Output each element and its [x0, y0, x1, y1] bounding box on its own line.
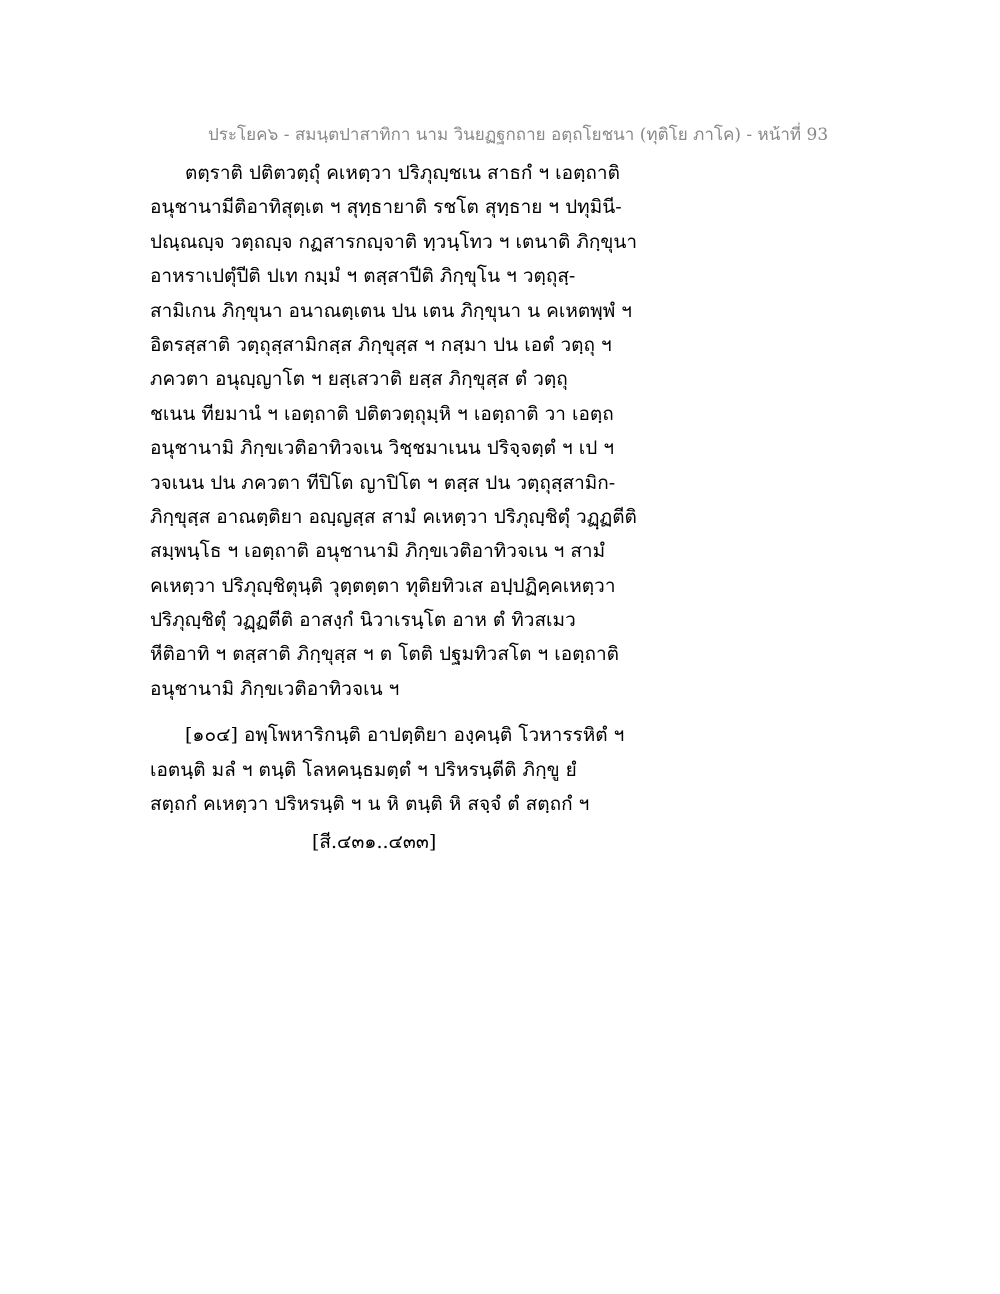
text-line: อนุชานามิ ภิกฺขเวติอาทิวจเน ฯ: [150, 677, 400, 700]
text-line: คเหตฺวา ปริภุญฺชิตุนฺติ วุตฺตตฺตา ทุติยทิวเส อปฺปฏิคฺคเหตฺวา: [150, 574, 616, 597]
text-line: [๑๐๔] อพฺโพหาริกนฺติ อาปตฺติยา องฺคนฺติ โวหารรหิตํ ฯ: [185, 724, 625, 747]
paragraph-2: [150, 718, 640, 821]
text-line: ปริภุญฺชิตุํ วฏฺฏตีติ อาสงฺกํ นิวาเรนฺโต อาห ตํ ทิวสเมว: [150, 609, 576, 632]
text-line: ภิกฺขุสฺส อาณตฺติยา อญฺญสฺส สามํ คเหตฺวา ปริภุญฺชิตุํ วฏฺฏตีติ: [150, 505, 637, 528]
text-line: ปณฺณญฺจ วตฺถญฺจ กฏสารกญฺจาติ ทฺวนฺโทว ฯ เตนาติ ภิกฺขุนา: [150, 230, 638, 253]
text-line: สมฺพนฺโธ ฯ เอตฺถาติ อนุชานามิ ภิกฺขเวติอาทิวจเน ฯ สามํ: [150, 540, 606, 563]
paragraph-1: [150, 156, 640, 706]
text-line: อนุชานามิ ภิกฺขเวติอาทิวจเน วิชฺชมาเนน ปริจฺจตฺตํ ฯ เป ฯ: [150, 437, 615, 460]
text-line: วจเนน ปน ภควตา ทีปิโต ญาปิโต ฯ ตสฺส ปน วตฺถุสฺสามิก-: [150, 471, 616, 494]
text-line: เอตนฺติ มลํ ฯ ตนฺติ โลหคนฺธมตฺตํ ฯ ปริหรนฺตีติ ภิกฺขู ยํ: [150, 758, 577, 781]
text-line: ภควตา อนุญฺญาโต ฯ ยสฺเสวาติ ยสฺส ภิกฺขุสฺส ตํ วตฺถุ: [150, 368, 568, 391]
text-line: ชเนน ทียมานํ ฯ เอตฺถาติ ปติตวตฺถุมฺหิ ฯ เอตฺถาติ วา เอตฺถ: [150, 402, 614, 425]
text-line: อนุชานามีติอาทิสุตฺเต ฯ สุทฺธายาติ รชโต สุทฺธาย ฯ ปทุมินี-: [150, 196, 622, 219]
text-line: สตฺถกํ คเหตฺวา ปริหรนฺติ ฯ น หิ ตนฺติ หิ สจฺจํ ตํ สตฺถกํ ฯ: [150, 793, 590, 816]
text-line: หีติอาทิ ฯ ตสฺสาติ ภิกฺขุสฺส ฯ ต โตติ ปฐมทิวสโต ฯ เอตฺถาติ: [150, 643, 619, 666]
text-line: ตตฺราติ ปติตวตฺถุํ คเหตฺวา ปริภุญฺชเน สาธกํ ฯ เอตฺถาติ: [185, 162, 620, 184]
body-text: [150, 156, 640, 860]
page-reference: [สี.๔๓๑..๔๓๓]: [312, 831, 437, 854]
text-line: อาหราเปตุํปีติ ปเท กมฺมํ ฯ ตสฺสาปีติ ภิกฺขุโน ฯ วตฺถุสฺ-: [150, 265, 576, 288]
text-line: สามิเกน ภิกฺขุนา อนาณตฺเตน ปน เตน ภิกฺขุนา น คเหตพฺพํ ฯ: [150, 299, 632, 322]
running-header: ประโยค๖ - สมนฺตปาสาทิกา นาม วินยฏฐกถาย อตฺถโยชนา (ทุติโย ภาโค) - หน้าที่ 93: [208, 125, 829, 145]
text-line: อิตรสฺสาติ วตฺถุสฺสามิกสฺส ภิกฺขุสฺส ฯ กสฺมา ปน เอตํ วตฺถุ ฯ: [150, 333, 612, 356]
